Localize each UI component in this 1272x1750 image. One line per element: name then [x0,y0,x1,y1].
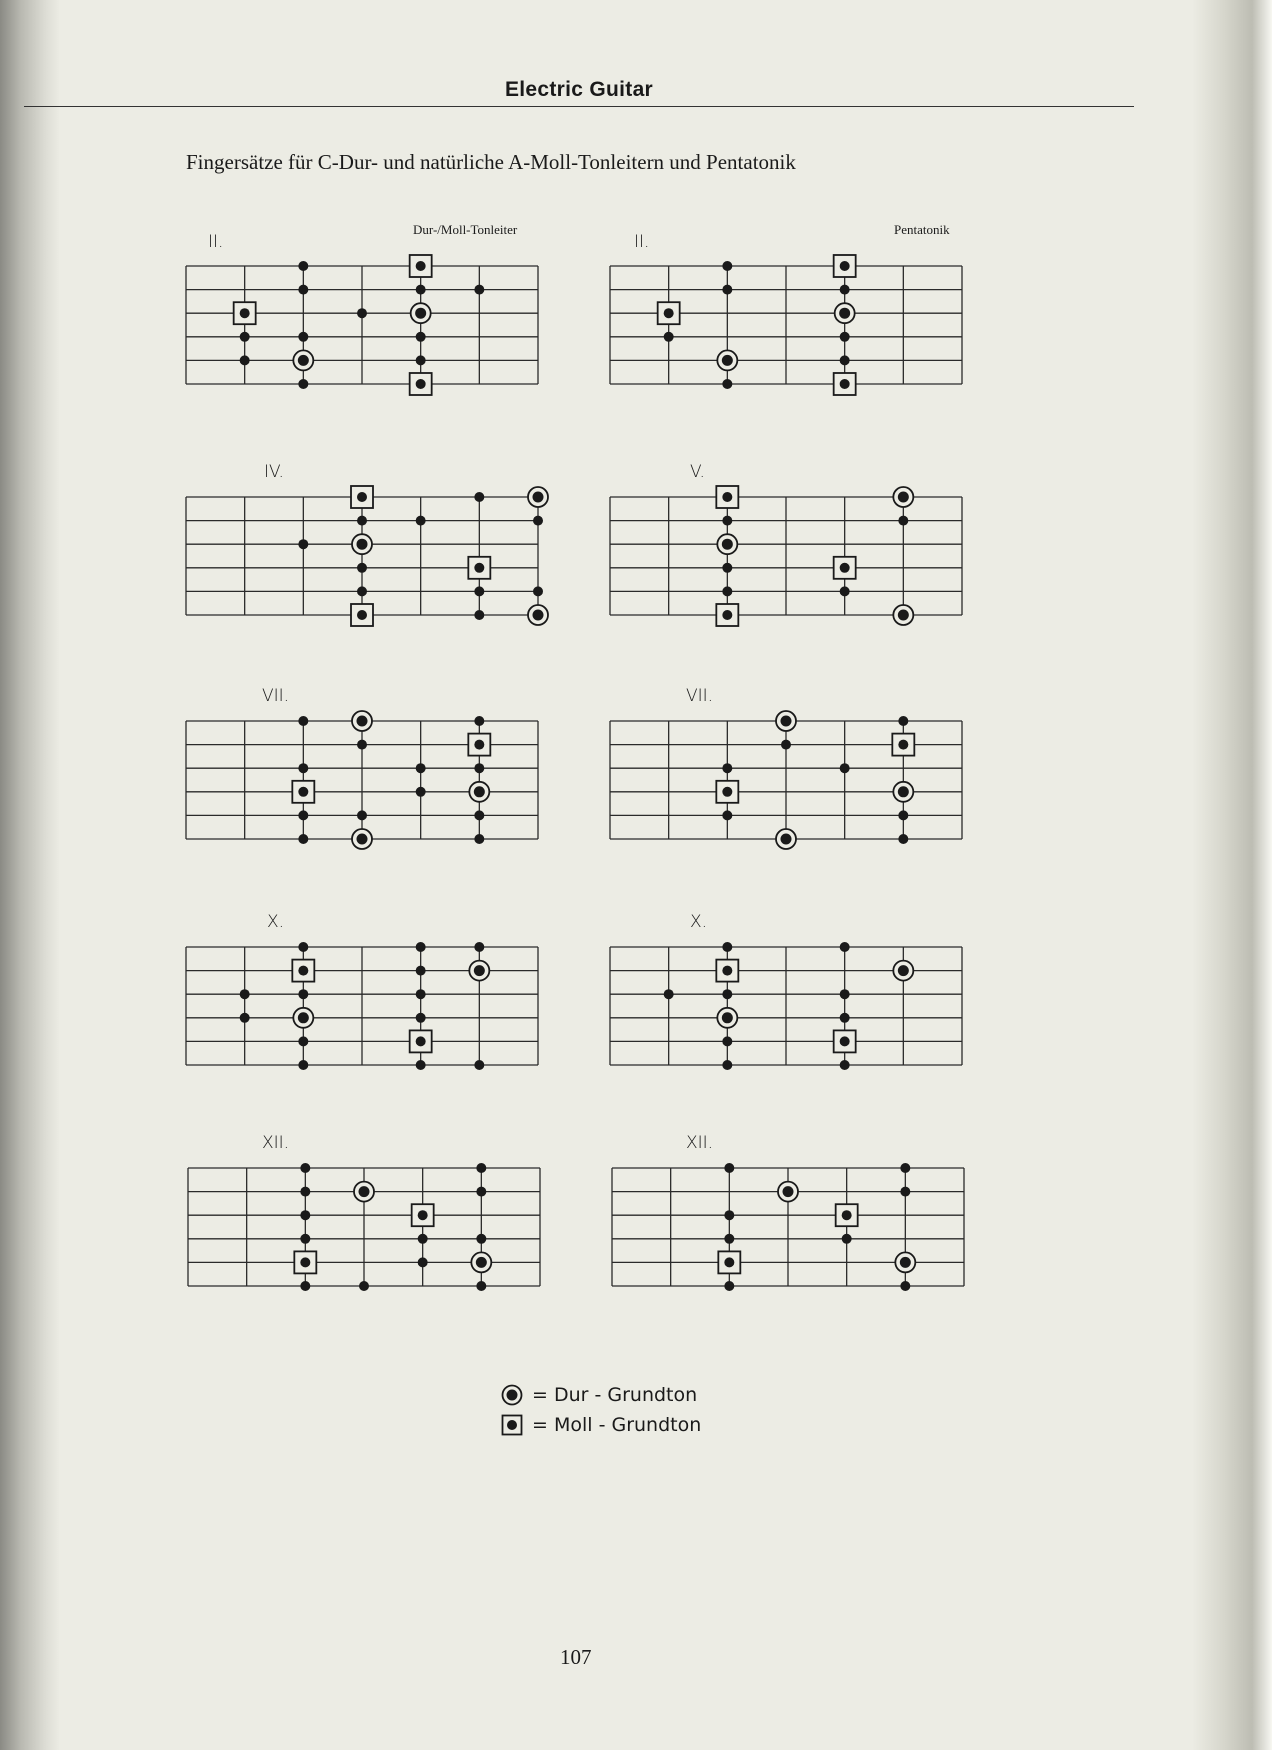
dur-root-marker [352,534,372,554]
finger-dot [357,563,367,573]
finger-dot [898,810,908,820]
position-label: VII. [262,686,290,706]
column-label-scale: Dur-/Moll-Tonleiter [413,222,518,237]
finger-dot [476,1187,486,1197]
finger-dot [474,942,484,952]
finger-dot [722,586,732,596]
finger-dot [533,586,543,596]
dur-root-marker [895,1252,915,1272]
dur-root-marker [835,303,855,323]
finger-dot [474,1060,484,1070]
finger-dot [474,492,484,502]
finger-dot [416,787,426,797]
finger-dot [298,539,308,549]
finger-dot [298,379,308,389]
moll-root-marker [410,373,432,395]
finger-dot [357,586,367,596]
finger-dot [418,1257,428,1267]
finger-dot [298,942,308,952]
moll-root-marker [716,486,738,508]
finger-dot [240,332,250,342]
finger-dot [416,966,426,976]
dur-root-marker [776,829,796,849]
finger-dot [357,308,367,318]
dur-root-marker [893,605,913,625]
finger-dot [359,1281,369,1291]
position-label: VII. [686,686,714,706]
finger-dot [722,516,732,526]
finger-dot [900,1163,910,1173]
finger-dot [416,516,426,526]
finger-dot [476,1234,486,1244]
finger-dot [664,332,674,342]
fretboard-diagram [594,250,978,400]
finger-dot [840,1013,850,1023]
finger-dot [298,989,308,999]
finger-dot [357,516,367,526]
finger-dot [474,586,484,596]
finger-dot [357,740,367,750]
finger-dot [898,834,908,844]
finger-dot [474,834,484,844]
moll-root-marker [834,557,856,579]
finger-dot [724,1163,734,1173]
moll-root-marker [716,604,738,626]
fretboard-diagram [594,931,978,1081]
finger-dot [722,1036,732,1046]
finger-dot [840,989,850,999]
finger-dot [300,1210,310,1220]
moll-root-marker [351,486,373,508]
page-subtitle: Fingersätze für C-Dur- und natürliche A-Moll-Tonleitern und Pentatonik [186,150,796,174]
finger-dot [298,810,308,820]
finger-dot [416,763,426,773]
finger-dot [722,261,732,271]
finger-dot [722,563,732,573]
dur-root-marker [776,711,796,731]
finger-dot [300,1163,310,1173]
finger-dot [298,834,308,844]
legend-dur-label: = Dur - Grundton [532,1384,698,1406]
finger-dot [474,610,484,620]
position-label: X. [690,912,708,932]
finger-dot [840,355,850,365]
finger-dot [533,516,543,526]
moll-root-marker [292,960,314,982]
finger-dot [722,989,732,999]
legend-dur [500,1380,701,1410]
finger-dot [840,332,850,342]
finger-dot [298,763,308,773]
finger-dot [781,740,791,750]
finger-dot [416,942,426,952]
dur-root-marker [352,711,372,731]
finger-dot [474,285,484,295]
moll-root-marker [836,1204,858,1226]
position-label: X. [267,912,285,932]
moll-root-marker [351,604,373,626]
finger-dot [416,355,426,365]
finger-dot [664,989,674,999]
finger-dot [474,810,484,820]
finger-dot [722,285,732,295]
moll-root-marker [292,781,314,803]
dur-root-marker [469,961,489,981]
finger-dot [900,1187,910,1197]
moll-root-marker [716,960,738,982]
moll-root-marker [658,302,680,324]
fretboard-diagram [170,705,554,855]
moll-root-marker [412,1204,434,1226]
fretboard-diagram [170,250,554,400]
finger-dot [840,1060,850,1070]
dur-root-marker [471,1252,491,1272]
legend-moll [500,1410,701,1440]
dur-root-marker [893,487,913,507]
finger-dot [898,516,908,526]
finger-dot [298,716,308,726]
moll-root-icon [500,1413,524,1437]
dur-root-marker [717,534,737,554]
moll-root-marker [834,1030,856,1052]
moll-root-marker [834,373,856,395]
finger-dot [842,1234,852,1244]
finger-dot [298,1036,308,1046]
finger-dot [240,355,250,365]
dur-root-marker [717,1008,737,1028]
fretboard-diagram [170,931,554,1081]
position-label: XII. [686,1133,714,1153]
fretboard-diagram [594,705,978,855]
finger-dot [476,1163,486,1173]
finger-dot [898,716,908,726]
finger-dot [298,261,308,271]
finger-dot [474,763,484,773]
finger-dot [724,1281,734,1291]
moll-root-marker [294,1251,316,1273]
position-label: XII. [262,1133,290,1153]
page-number: 107 [560,1645,592,1669]
finger-dot [416,285,426,295]
header-rule [24,106,1134,107]
finger-dot [416,332,426,342]
finger-dot [724,1210,734,1220]
finger-dot [416,1060,426,1070]
finger-dot [416,1013,426,1023]
legend [500,1380,701,1440]
dur-root-marker [528,605,548,625]
finger-dot [298,332,308,342]
finger-dot [840,942,850,952]
finger-dot [840,586,850,596]
moll-root-marker [410,1030,432,1052]
finger-dot [474,716,484,726]
moll-root-marker [234,302,256,324]
column-label-pentatonic: Pentatonik [894,222,950,237]
moll-root-marker [716,781,738,803]
dur-root-marker [293,1008,313,1028]
finger-dot [840,763,850,773]
fretboard-diagram [596,1152,980,1302]
fretboard-diagram [170,481,554,631]
dur-root-marker [528,487,548,507]
legend-moll-label: = Moll - Grundton [532,1414,702,1436]
page-edge-shadow [1192,0,1272,1750]
dur-root-marker [293,350,313,370]
binding-shadow [0,0,60,1750]
finger-dot [722,1060,732,1070]
dur-root-marker [717,350,737,370]
finger-dot [300,1281,310,1291]
moll-root-marker [834,255,856,277]
finger-dot [240,989,250,999]
finger-dot [418,1234,428,1244]
finger-dot [240,1013,250,1023]
finger-dot [298,1060,308,1070]
dur-root-marker [411,303,431,323]
dur-root-marker [893,782,913,802]
position-label: V. [690,462,705,482]
moll-root-marker [410,255,432,277]
fretboard-diagram [172,1152,556,1302]
finger-dot [724,1234,734,1244]
finger-dot [840,285,850,295]
running-header: Electric Guitar [504,78,654,101]
finger-dot [722,810,732,820]
fretboard-diagram [594,481,978,631]
dur-root-icon [500,1383,524,1407]
finger-dot [416,989,426,999]
finger-dot [722,763,732,773]
moll-root-marker [468,734,490,756]
position-label: IV. [264,462,284,482]
finger-dot [722,942,732,952]
finger-dot [300,1187,310,1197]
position-label: II. [208,232,224,252]
moll-root-marker [718,1251,740,1273]
finger-dot [298,285,308,295]
dur-root-marker [778,1182,798,1202]
dur-root-marker [893,961,913,981]
finger-dot [722,379,732,389]
finger-dot [300,1234,310,1244]
dur-root-marker [354,1182,374,1202]
moll-root-marker [468,557,490,579]
finger-dot [476,1281,486,1291]
position-label: II. [634,232,650,252]
moll-root-marker [892,734,914,756]
finger-dot [357,810,367,820]
finger-dot [900,1281,910,1291]
dur-root-marker [352,829,372,849]
dur-root-marker [469,782,489,802]
